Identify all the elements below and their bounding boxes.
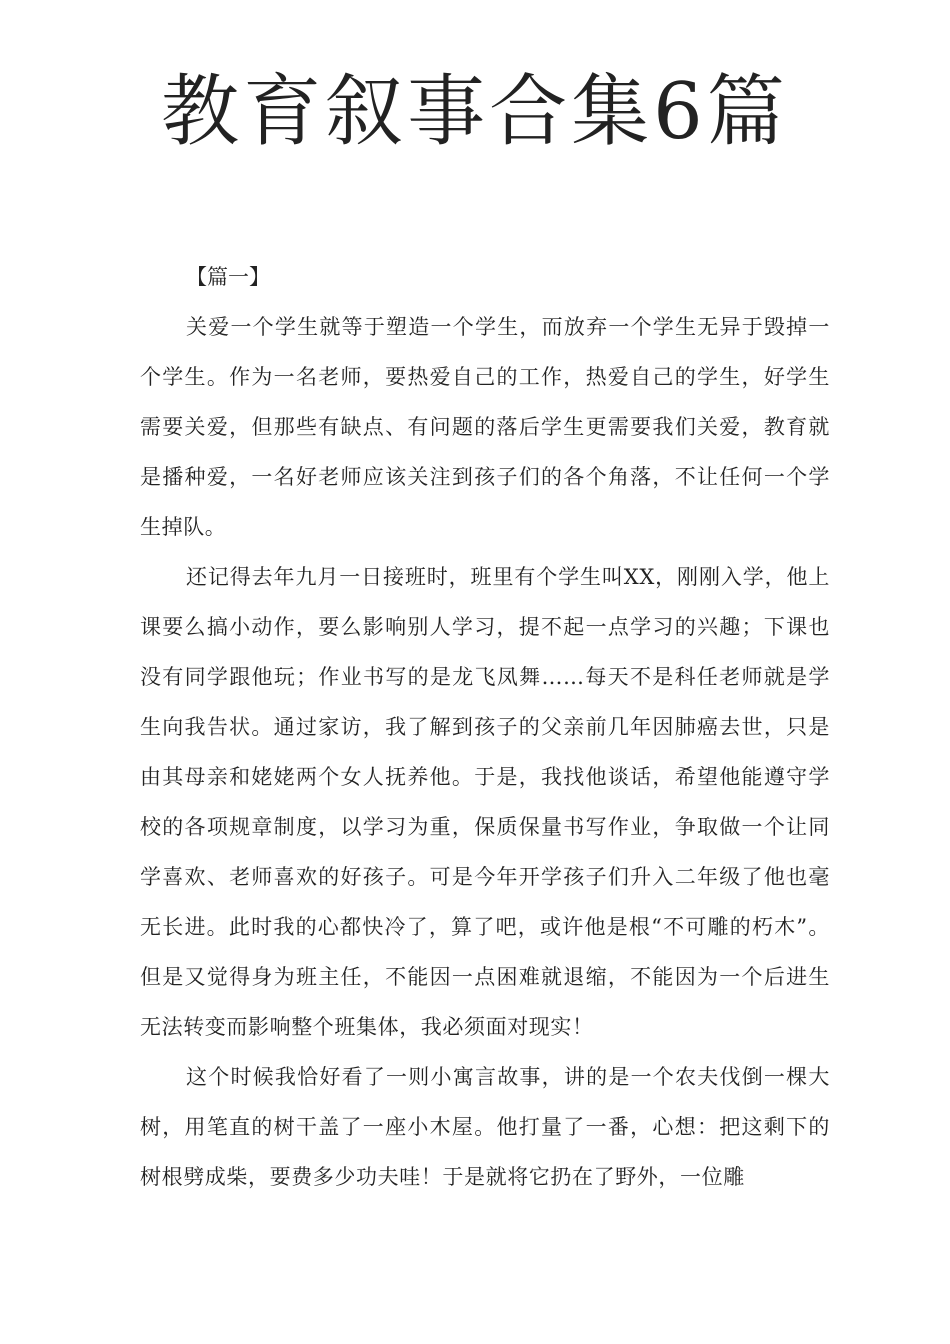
paragraph-2: 还记得去年九月一日接班时，班里有个学生叫XX，刚刚入学，他上课要么搞小动作，要么影响别人学习，提不起一点学习的兴趣；下课也没有同学跟他玩；作业书写的是龙飞凤舞……每天不是科任老师就是学生向我告状。通过家访，我了解到孩子的父亲前几年因肺癌去世，只是由其母亲和姥姥两个女人抚养他。于是，我找他谈话，希望他能遵守学校的各项规章制度，以学习为重，保质保量书写作业，争取做一个让同学喜欢、老师喜欢的好孩子。可是今年开学孩子们升入二年级了他也毫无长进。此时我的心都快冷了，算了吧，或许他是根“不可雕的朽木”。但是又觉得身为班主任，不能因一点困难就退缩，不能因为一个后进生无法转变而影响整个班集体，我必须面对现实！: [140, 565, 830, 1039]
paragraph-3: 这个时候我恰好看了一则小寓言故事，讲的是一个农夫伐倒一棵大树，用笔直的树干盖了一座小木屋。他打量了一番，心想：把这剩下的树根劈成柴，要费多少功夫哇！于是就将它扔在了野外，一位雕: [140, 1065, 830, 1189]
document-title: 教育叙事合集6篇: [161, 67, 789, 157]
section-label: 【篇一】: [186, 265, 270, 289]
document-body: [140, 252, 830, 1202]
paragraph-1: 关爱一个学生就等于塑造一个学生，而放弃一个学生无异于毁掉一个学生。作为一名老师，要热爱自己的工作，热爱自己的学生，好学生需要关爱，但那些有缺点、有问题的落后学生更需要我们关爱，教育就是播种爱，一名好老师应该关注到孩子们的各个角落，不让任何一个学生掉队。: [140, 315, 830, 539]
